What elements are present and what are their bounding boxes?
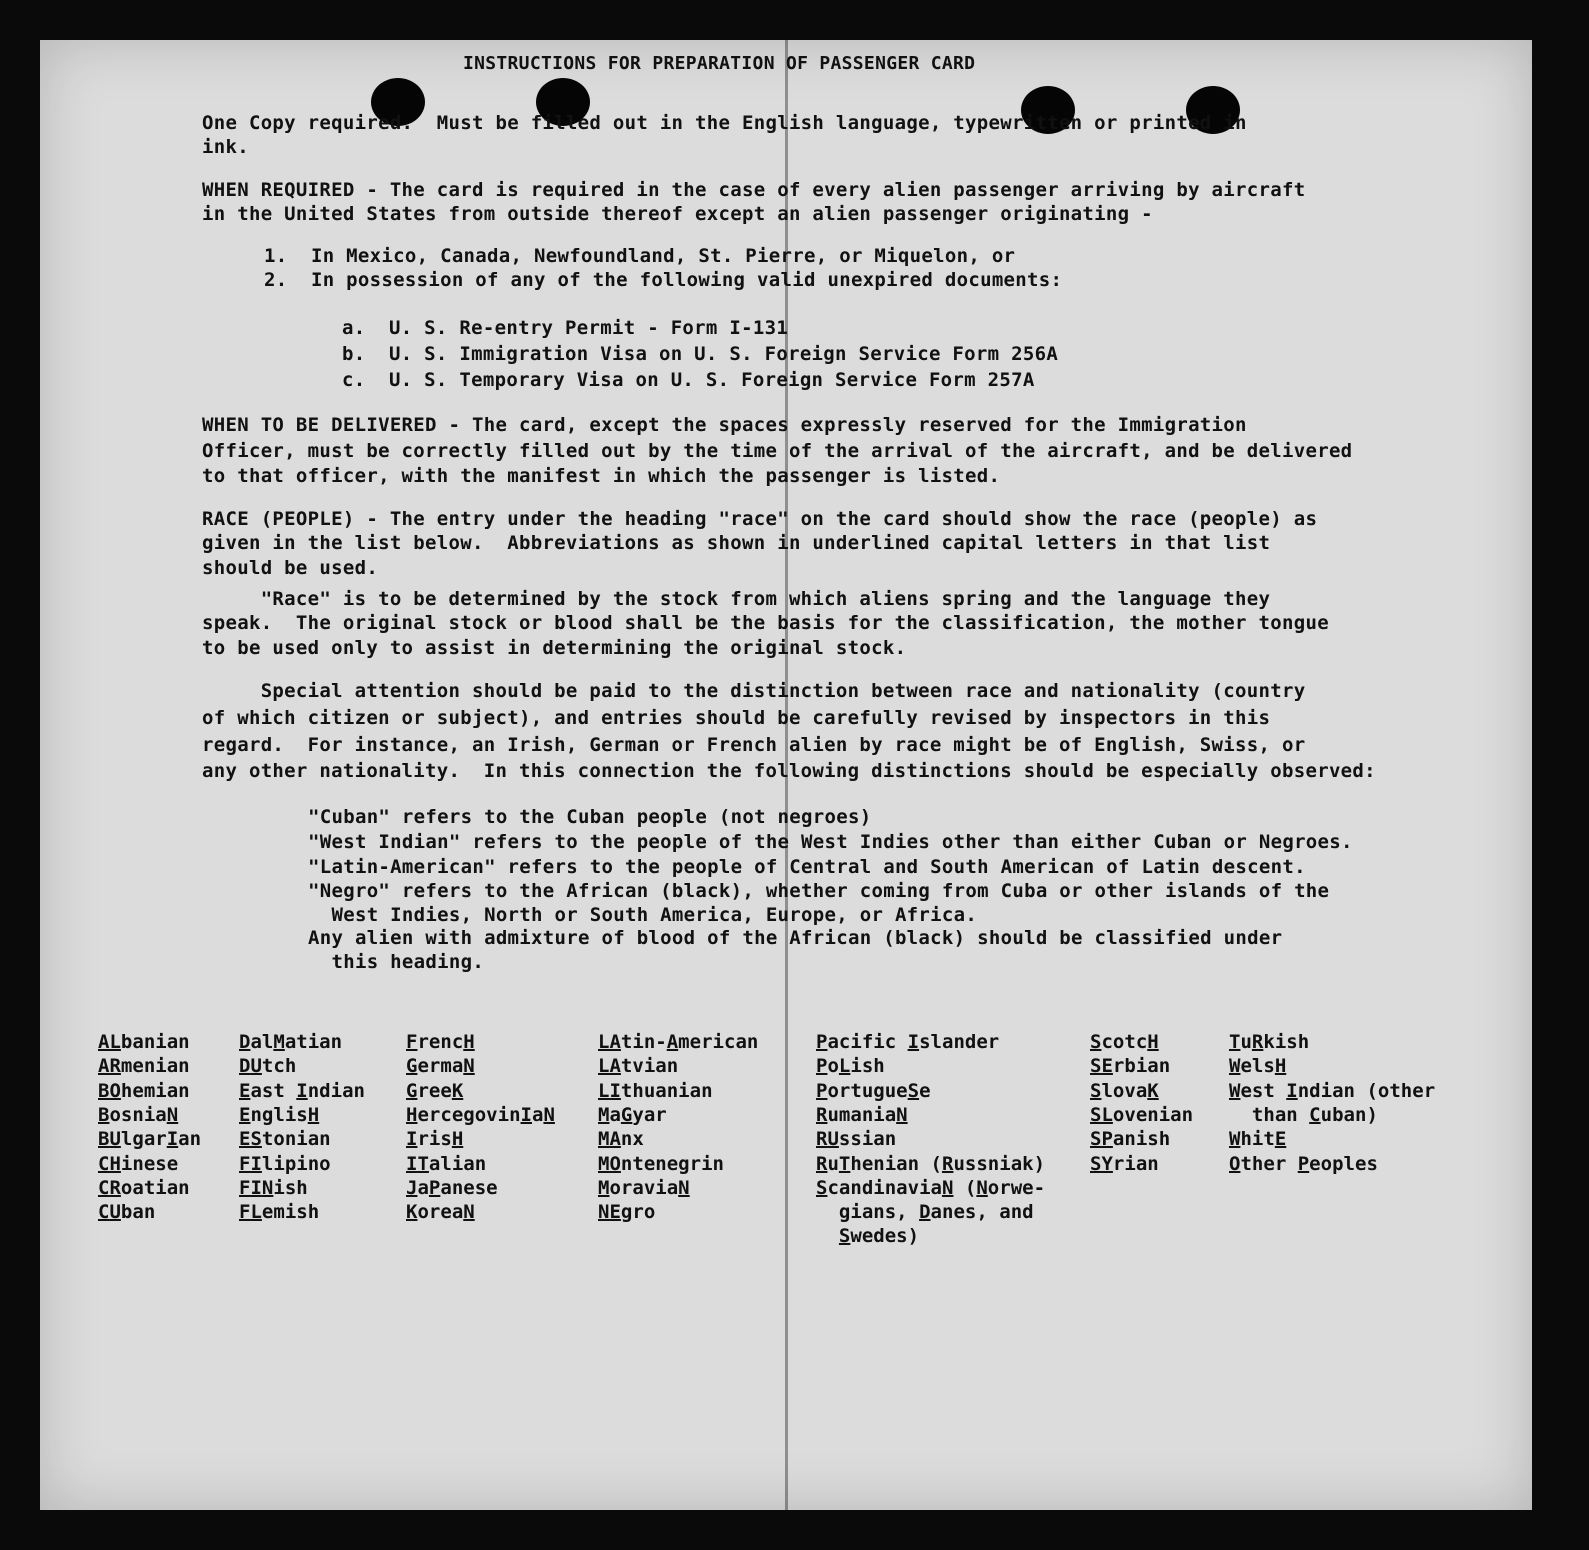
distinction-line: "Cuban" refers to the Cuban people (not negroes) <box>308 806 872 828</box>
race-entry: SLovenian <box>1090 1103 1194 1126</box>
race-entry: LAtin-American <box>598 1031 759 1053</box>
race-entry: ScandinaviaN (Norwe- <box>816 1176 1046 1199</box>
race-definition-line: to be used only to assist in determining the original stock. <box>202 637 907 659</box>
race-entry: Swedes) <box>838 1225 920 1248</box>
race-entry: BOhemian <box>98 1079 190 1102</box>
page-title: INSTRUCTIONS FOR PREPARATION OF PASSENGER CARD <box>463 53 976 74</box>
distinction-line: "Latin-American" refers to the people of Central and South American of Latin descent. <box>308 856 1306 878</box>
race-entry: WelsH <box>1229 1055 1287 1078</box>
race-definition-line: "Race" is to be determined by the stock from which aliens spring and the language they <box>202 588 1271 610</box>
race-entry: CUban <box>98 1201 156 1224</box>
race-entry: ARmenian <box>98 1055 190 1078</box>
race-entry: DalMatian <box>239 1031 343 1053</box>
document-item: c. U. S. Temporary Visa on U. S. Foreign Service Form 257A <box>342 369 1035 391</box>
when-delivered-line: WHEN TO BE DELIVERED - The card, except the spaces expressly reserved for the Immigration <box>202 414 1247 436</box>
when-required-line: WHEN REQUIRED - The card is required in the case of every alien passenger arriving by aircraft <box>202 179 1306 201</box>
document-item: b. U. S. Immigration Visa on U. S. Foreign Service Form 256A <box>342 343 1059 365</box>
race-entry: MoraviaN <box>598 1176 690 1199</box>
race-entry: than Cuban) <box>1251 1103 1378 1126</box>
special-attention-line: Special attention should be paid to the distinction between race and nationality (country <box>202 680 1306 702</box>
race-entry: SYrian <box>1090 1152 1159 1175</box>
race-intro-line: given in the list below. Abbreviations as shown in underlined capital letters in that list <box>202 532 1271 554</box>
race-entry: ScotcH <box>1090 1031 1159 1053</box>
race-entry: GreeK <box>406 1079 464 1102</box>
race-entry: gians, Danes, and <box>838 1201 1034 1224</box>
race-entry: PortugueSe <box>816 1079 931 1102</box>
race-intro-line: should be used. <box>202 557 379 579</box>
race-entry: RUssian <box>816 1128 897 1151</box>
race-entry: FLemish <box>239 1201 320 1224</box>
race-entry: West Indian (other <box>1229 1079 1436 1102</box>
copy-note-line: ink. <box>202 136 249 158</box>
distinction-line: "Negro" refers to the African (black), whether coming from Cuba or other islands of the <box>308 880 1330 902</box>
race-entry: MAnx <box>598 1128 644 1151</box>
race-entry: ALbanian <box>98 1031 190 1053</box>
race-entry: LAtvian <box>598 1055 679 1078</box>
race-entry: PoLish <box>816 1055 885 1078</box>
race-intro-line: RACE (PEOPLE) - The entry under the heading "race" on the card should show the race (people) as <box>202 508 1318 530</box>
race-entry: JaPanese <box>406 1176 498 1199</box>
when-delivered-line: Officer, must be correctly filled out by the time of the arrival of the aircraft, and be delivered <box>202 440 1353 462</box>
distinction-line: West Indies, North or South America, Europe, or Africa. <box>308 904 978 926</box>
race-entry: SlovaK <box>1090 1079 1159 1102</box>
race-entry: MOntenegrin <box>598 1152 724 1175</box>
special-attention-line: of which citizen or subject), and entries should be carefully revised by inspectors in this <box>202 707 1271 729</box>
document-item: a. U. S. Re-entry Permit - Form I-131 <box>342 317 789 339</box>
special-attention-line: any other nationality. In this connection the following distinctions should be especially observed: <box>202 760 1376 782</box>
race-entry: SPanish <box>1090 1128 1171 1151</box>
when-delivered-line: to that officer, with the manifest in which the passenger is listed. <box>202 465 1001 487</box>
race-entry: HercegovinIaN <box>406 1103 555 1126</box>
origin-item: 2. In possession of any of the following valid unexpired documents: <box>264 269 1063 291</box>
race-entry: MaGyar <box>598 1103 667 1126</box>
race-entry: East Indian <box>239 1079 365 1102</box>
race-entry: CRoatian <box>98 1176 190 1199</box>
race-definition-line: speak. The original stock or blood shall be the basis for the classification, the mother tongue <box>202 612 1329 634</box>
race-entry: GermaN <box>406 1055 475 1078</box>
race-entry: DUtch <box>239 1055 297 1078</box>
race-entry: EStonian <box>239 1128 331 1151</box>
race-entry: CHinese <box>98 1152 179 1175</box>
document-page <box>40 40 1532 1510</box>
when-required-line: in the United States from outside thereof except an alien passenger originating - <box>202 203 1153 225</box>
special-attention-line: regard. For instance, an Irish, German or French alien by race might be of English, Swiss, or <box>202 734 1306 756</box>
distinction-line: this heading. <box>308 951 485 973</box>
race-entry: FIlipino <box>239 1152 331 1175</box>
race-entry: SErbian <box>1090 1055 1171 1078</box>
copy-note-line: One Copy required. Must be filled out in the English language, typewritten or printed in <box>202 112 1247 134</box>
distinction-line: "West Indian" refers to the people of the West Indies other than either Cuban or Negroes. <box>308 831 1353 853</box>
race-entry: FINish <box>239 1176 308 1199</box>
race-entry: KoreaN <box>406 1201 475 1224</box>
race-entry: EnglisH <box>239 1103 320 1126</box>
race-entry: WhitE <box>1229 1128 1287 1151</box>
race-entry: Other Peoples <box>1229 1152 1378 1175</box>
race-entry: FrencH <box>406 1031 475 1053</box>
race-entry: RuThenian (Russniak) <box>816 1152 1046 1175</box>
origin-item: 1. In Mexico, Canada, Newfoundland, St. Pierre, or Miquelon, or <box>264 245 1016 267</box>
race-entry: Pacific Islander <box>816 1031 1000 1053</box>
race-entry: NEgro <box>598 1201 656 1224</box>
race-entry: IrisH <box>406 1128 464 1151</box>
race-entry: RumaniaN <box>816 1103 908 1126</box>
race-entry: TuRkish <box>1229 1031 1310 1053</box>
distinction-line: Any alien with admixture of blood of the African (black) should be classified under <box>308 927 1283 949</box>
race-entry: BUlgarIan <box>98 1128 202 1151</box>
race-entry: BosniaN <box>98 1103 179 1126</box>
race-entry: LIthuanian <box>598 1079 713 1102</box>
race-entry: ITalian <box>406 1152 487 1175</box>
